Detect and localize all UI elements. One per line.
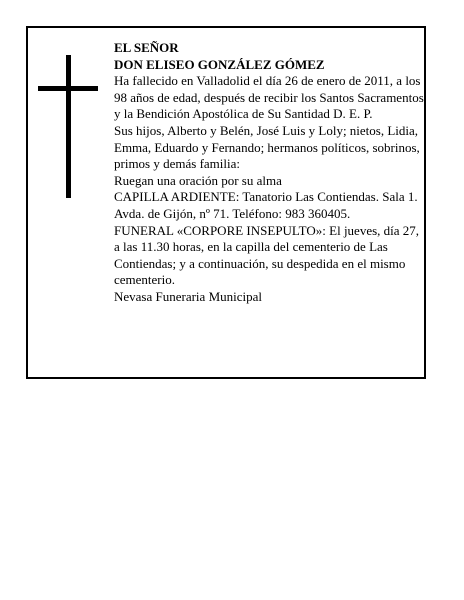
cross-horizontal-bar bbox=[38, 86, 98, 91]
obituary-notice bbox=[26, 26, 426, 379]
notice-text bbox=[114, 40, 424, 306]
notice-title-line2: DON ELISEO GONZÁLEZ GÓMEZ bbox=[114, 56, 325, 72]
notice-title-line1: EL SEÑOR bbox=[114, 40, 179, 55]
chapel-info: CAPILLA ARDIENTE: Tanatorio Las Contiendas. Sala 1. Avda. de Gijón, nº 71. Teléfono: 983 360405. bbox=[114, 189, 418, 221]
death-announcement: Ha fallecido en Valladolid el día 26 de enero de 2011, a los 98 años de edad, después de recibir los Santos Sacramentos y la Bendición Apostólica de Su Santidad D. E. P. bbox=[114, 73, 424, 122]
cross-vertical-bar bbox=[66, 55, 71, 198]
cross-icon bbox=[38, 55, 98, 198]
family-list: Sus hijos, Alberto y Belén, José Luis y Loly; nietos, Lidia, Emma, Eduardo y Fernando; hermanos políticos, sobrinos, primos y demás familia: bbox=[114, 122, 420, 172]
funeral-info: FUNERAL «CORPORE INSEPULTO»: El jueves, día 27, a las 11.30 horas, en la capilla del cementerio de Las Contiendas; y a continuación, su despedida en el mismo cementerio. bbox=[114, 222, 420, 288]
funeral-home: Nevasa Funeraria Municipal bbox=[114, 288, 263, 304]
prayer-request: Ruegan una oración por su alma bbox=[114, 172, 282, 188]
